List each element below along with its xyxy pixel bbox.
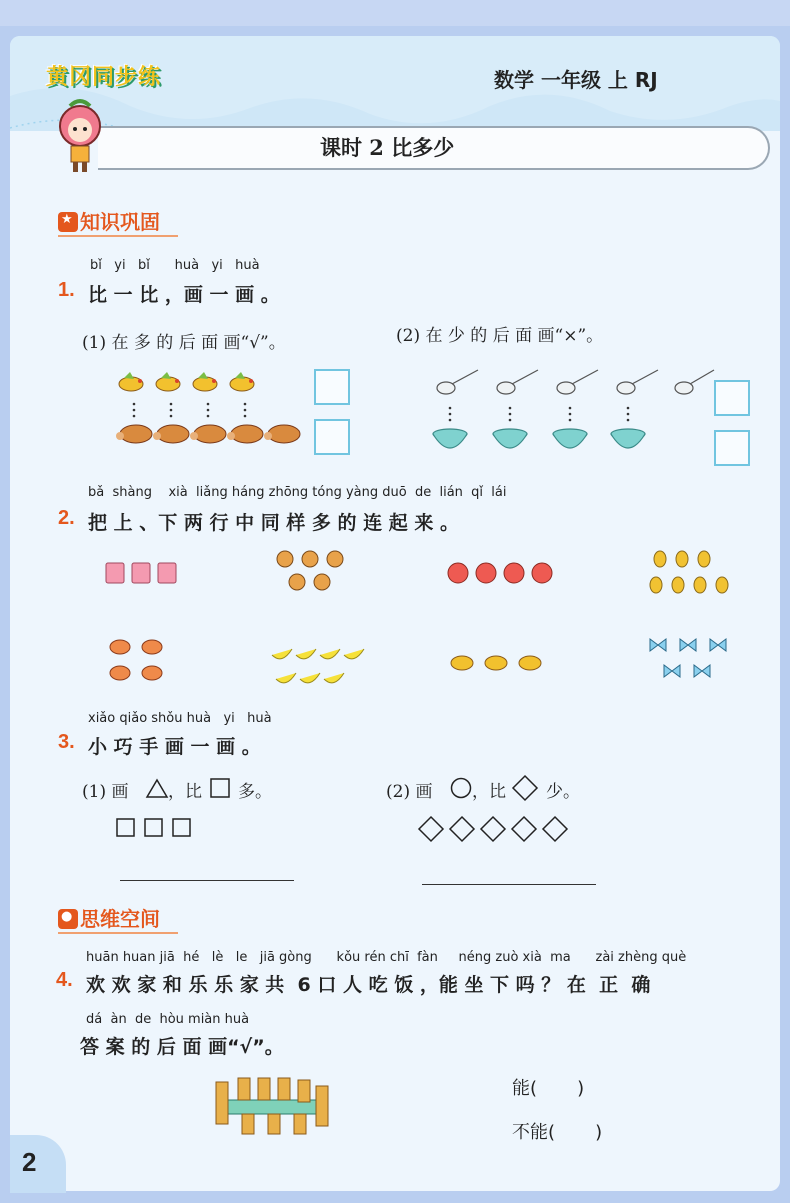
q3-part1-label: (1) 画: [82, 782, 129, 802]
spoons-bowls-illustration: [430, 366, 715, 462]
page-number-tab: [10, 1135, 66, 1193]
lesson-title: 课时 2 比多少: [320, 135, 455, 160]
spoon-icon: [437, 370, 478, 394]
lightbulb-icon: [58, 909, 78, 929]
q3-part2-mid: ，比: [472, 782, 506, 802]
q3-part1-end: 多。: [238, 782, 272, 802]
top-frame: [0, 0, 790, 26]
q3-text: 小 巧 手 画 一 画 。: [88, 736, 261, 758]
q2-number: 2.: [58, 507, 75, 529]
q4-text-line2: 答 案 的 后 面 画“√”。: [80, 1036, 284, 1058]
q2-text: 把 上 、下 两 行 中 同 样 多 的 连 起 来 。: [88, 512, 459, 534]
spoon-icon: [557, 370, 598, 394]
q1-part1: (1) 在 多 的 后 面 画“√”。: [82, 333, 286, 353]
q1-number: 1.: [58, 279, 75, 301]
cups-group: [106, 563, 176, 583]
answer-line-q3-2[interactable]: [422, 884, 596, 885]
dot-connectors: [133, 403, 247, 418]
bananas-group: [272, 649, 364, 683]
bird-icon: [193, 372, 217, 391]
bowl-icon: [493, 429, 527, 448]
q3-part2-end: 少。: [546, 782, 580, 802]
owls-group: [277, 551, 343, 590]
q2-pinyin: bǎ shàng xià liǎng háng zhōng tóng yàng duō de lián qǐ lái: [88, 485, 507, 500]
section-thinking: [58, 903, 178, 934]
q1-part2: (2) 在 少 的 后 面 画“×”。: [396, 326, 604, 346]
spoon-icon: [617, 370, 658, 394]
answer-box-turtles[interactable]: [314, 419, 350, 455]
three-squares: [116, 818, 196, 838]
turtle-icon: [153, 425, 189, 443]
answer-box-spoons[interactable]: [714, 380, 750, 416]
q3-pinyin: xiǎo qiǎo shǒu huà yi huà: [88, 711, 272, 726]
bird-icon: [119, 372, 143, 391]
turtle-icon: [116, 425, 152, 443]
section-thinking-label: 思维空间: [80, 907, 160, 931]
option-can[interactable]: 能( ): [512, 1078, 585, 1099]
square-icon: [210, 778, 230, 798]
bowl-icon: [433, 429, 467, 448]
star-icon: [58, 212, 78, 232]
q4-pinyin-line2: dá àn de hòu miàn huà: [86, 1012, 250, 1027]
bird-icon: [230, 372, 254, 391]
birds-group: [451, 656, 541, 670]
q4-text-line1: 欢 欢 家 和 乐 乐 家 共 6 口 人 吃 饭 ，能 坐 下 吗 ？ 在 正 确: [86, 974, 651, 996]
goldfish-group: [110, 640, 162, 680]
answer-box-bowls[interactable]: [714, 430, 750, 466]
q4-pinyin-line1: huān huan jiā hé lè le jiā gòng kǒu rén chī fàn néng zuò xià ma zài zhèng què: [86, 950, 687, 965]
five-diamonds: [418, 816, 578, 844]
answer-box-birds[interactable]: [314, 369, 350, 405]
q3-part2-label: (2) 画: [386, 782, 433, 802]
mascot-illustration: [58, 98, 108, 178]
pineapples-group: [650, 551, 728, 593]
bowl-icon: [553, 429, 587, 448]
bird-icon: [156, 372, 180, 391]
spoon-icon: [497, 370, 538, 394]
page-number: 2: [22, 1147, 37, 1177]
q3-number: 3.: [58, 731, 75, 753]
section-knowledge: [58, 206, 178, 237]
circle-icon: [450, 777, 472, 799]
birds-turtles-illustration: [116, 370, 296, 454]
triangle-icon: [146, 778, 168, 798]
q1-text: 比 一 比 ，画 一 画 。: [88, 284, 280, 306]
option-cannot[interactable]: 不能( ): [512, 1122, 603, 1143]
q4-number: 4.: [56, 969, 73, 991]
turtle-icon: [227, 425, 263, 443]
dot-connectors: [449, 407, 630, 422]
section-knowledge-label: 知识巩固: [80, 210, 160, 234]
subject-label: 数学 一年级 上 RJ: [494, 68, 658, 92]
q1-pinyin: bǐ yi bǐ huà yi huà: [90, 258, 260, 273]
matching-illustrations: [100, 545, 740, 695]
answer-line-q3-1[interactable]: [120, 880, 294, 881]
butterflies-group: [650, 639, 726, 677]
dining-table-illustration: [212, 1076, 330, 1136]
flowers-group: [448, 563, 552, 583]
brand-logo: 黄冈同步练: [46, 65, 162, 90]
spoon-icon: [675, 370, 714, 394]
turtle-icon: [190, 425, 226, 443]
diamond-icon: [512, 775, 538, 801]
q3-part1-mid: ，比: [168, 782, 202, 802]
bowl-icon: [611, 429, 645, 448]
turtle-icon: [264, 425, 300, 443]
